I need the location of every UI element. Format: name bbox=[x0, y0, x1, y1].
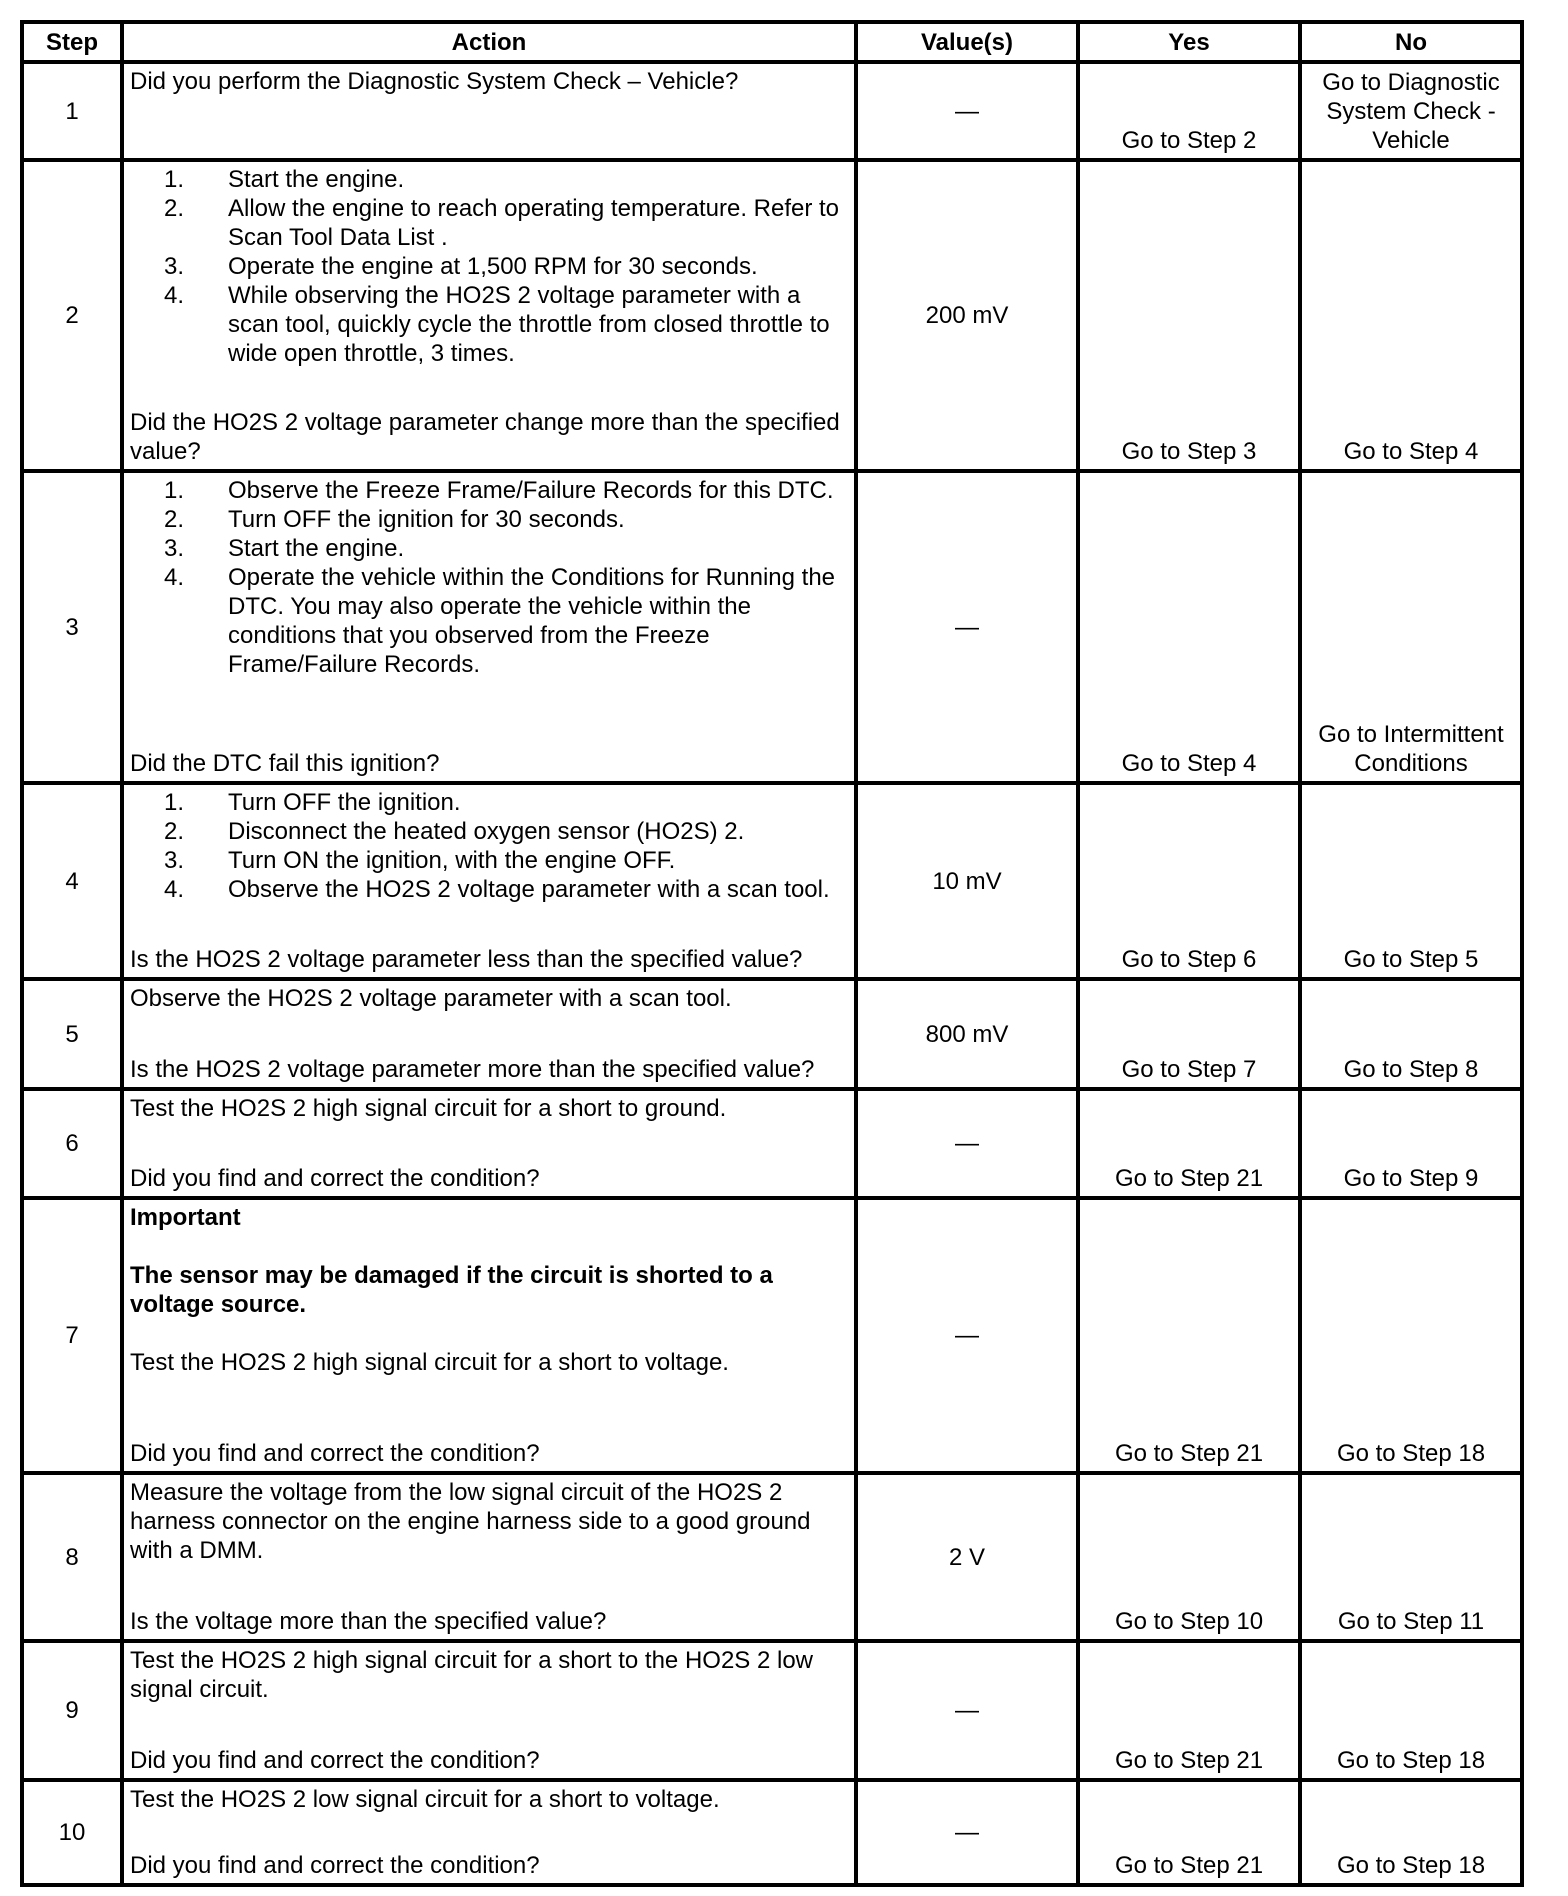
action-content bbox=[130, 1203, 850, 1468]
action-text: Test the HO2S 2 high signal circuit for a short to voltage. bbox=[130, 1349, 729, 1376]
yes-outcome: Go to Step 7 bbox=[1078, 979, 1300, 1089]
action-question: Is the HO2S 2 voltage parameter more than the specified value? bbox=[130, 1056, 815, 1083]
step-number: 1 bbox=[22, 62, 122, 160]
action-cell bbox=[122, 979, 856, 1089]
diagnostic-table bbox=[20, 20, 1524, 1887]
action-body bbox=[130, 476, 850, 679]
action-text: Observe the HO2S 2 voltage parameter with a scan tool. bbox=[130, 985, 732, 1012]
procedure-item-number: 3. bbox=[164, 847, 185, 874]
step-number: 3 bbox=[22, 471, 122, 783]
procedure-item-number: 1. bbox=[164, 166, 185, 193]
procedure-item-text: Turn OFF the ignition. bbox=[228, 789, 461, 816]
no-outcome: Go to Step 18 bbox=[1300, 1198, 1522, 1473]
action-cell bbox=[122, 1780, 856, 1885]
value-cell: — bbox=[856, 1089, 1078, 1198]
yes-outcome: Go to Step 21 bbox=[1078, 1089, 1300, 1198]
value-cell: — bbox=[856, 471, 1078, 783]
step-number: 5 bbox=[22, 979, 122, 1089]
header-yes: Yes bbox=[1078, 22, 1300, 62]
procedure-item-number: 4. bbox=[164, 876, 185, 903]
value-cell: 2 V bbox=[856, 1473, 1078, 1641]
procedure-item-text: Operate the engine at 1,500 RPM for 30 seconds. bbox=[228, 253, 758, 280]
action-text: Measure the voltage from the low signal circuit of the HO2S 2 harness connector on the engine harness side to a good ground with a DMM. bbox=[130, 1479, 811, 1564]
step-number: 10 bbox=[22, 1780, 122, 1885]
action-question: Did you find and correct the condition? bbox=[130, 1747, 540, 1774]
yes-outcome: Go to Step 2 bbox=[1078, 62, 1300, 160]
value-cell: — bbox=[856, 62, 1078, 160]
header-row bbox=[22, 22, 1522, 62]
no-outcome: Go to Step 8 bbox=[1300, 979, 1522, 1089]
action-body bbox=[130, 1094, 850, 1123]
table-row bbox=[22, 1780, 1522, 1885]
procedure-item bbox=[130, 194, 850, 252]
procedure-item-text: While observing the HO2S 2 voltage parameter with a scan tool, quickly cycle the throttle from closed throttle to wide open throttle, 3 times. bbox=[228, 282, 830, 367]
procedure-item-number: 3. bbox=[164, 253, 185, 280]
procedure-item-text: Observe the Freeze Frame/Failure Records for this DTC. bbox=[228, 477, 834, 504]
step-number: 9 bbox=[22, 1641, 122, 1780]
yes-outcome: Go to Step 21 bbox=[1078, 1198, 1300, 1473]
yes-outcome: Go to Step 21 bbox=[1078, 1780, 1300, 1885]
procedure-item-number: 4. bbox=[164, 564, 185, 591]
important-text: The sensor may be damaged if the circuit is shorted to a voltage source. bbox=[130, 1262, 773, 1318]
value-cell: 200 mV bbox=[856, 160, 1078, 471]
procedure-item-number: 3. bbox=[164, 535, 185, 562]
yes-outcome: Go to Step 4 bbox=[1078, 471, 1300, 783]
action-body bbox=[130, 984, 850, 1013]
no-outcome: Go to Step 4 bbox=[1300, 160, 1522, 471]
header-value: Value(s) bbox=[856, 22, 1078, 62]
action-body bbox=[130, 788, 850, 904]
action-body bbox=[130, 1478, 850, 1565]
procedure-item-number: 1. bbox=[164, 789, 185, 816]
action-content bbox=[130, 1094, 850, 1193]
header-no: No bbox=[1300, 22, 1522, 62]
action-body bbox=[130, 165, 850, 368]
action-body bbox=[130, 1785, 850, 1814]
procedure-item bbox=[130, 505, 850, 534]
procedure-item-number: 2. bbox=[164, 506, 185, 533]
action-cell bbox=[122, 1641, 856, 1780]
procedure-item bbox=[130, 846, 850, 875]
no-outcome: Go to Diagnostic System Check - Vehicle bbox=[1300, 62, 1522, 160]
procedure-item-text: Start the engine. bbox=[228, 166, 405, 193]
table-row bbox=[22, 1198, 1522, 1473]
no-outcome: Go to Step 5 bbox=[1300, 783, 1522, 979]
table-row bbox=[22, 979, 1522, 1089]
action-content bbox=[130, 67, 850, 155]
action-content bbox=[130, 788, 850, 974]
table-row bbox=[22, 62, 1522, 160]
procedure-item-text: Operate the vehicle within the Conditions for Running the DTC. You may also operate the vehicle within the conditions that you observed from the Freeze Frame/Failure Records. bbox=[228, 564, 836, 678]
action-cell bbox=[122, 1089, 856, 1198]
action-text: Test the HO2S 2 high signal circuit for a short to the HO2S 2 low signal circuit. bbox=[130, 1647, 813, 1703]
table-row bbox=[22, 1473, 1522, 1641]
action-question: Is the voltage more than the specified value? bbox=[130, 1608, 607, 1635]
action-content bbox=[130, 1478, 850, 1636]
no-outcome: Go to Step 18 bbox=[1300, 1780, 1522, 1885]
action-cell bbox=[122, 1198, 856, 1473]
value-cell: 10 mV bbox=[856, 783, 1078, 979]
action-question: Is the HO2S 2 voltage parameter less than the specified value? bbox=[130, 946, 803, 973]
header-action: Action bbox=[122, 22, 856, 62]
action-question: Did you find and correct the condition? bbox=[130, 1440, 540, 1467]
action-content bbox=[130, 476, 850, 778]
action-text: Did you perform the Diagnostic System Check – Vehicle? bbox=[130, 68, 739, 95]
procedure-item-number: 2. bbox=[164, 818, 185, 845]
table-row bbox=[22, 1089, 1522, 1198]
table-row bbox=[22, 783, 1522, 979]
step-number: 4 bbox=[22, 783, 122, 979]
procedure-item bbox=[130, 817, 850, 846]
table-row bbox=[22, 471, 1522, 783]
procedure-item-text: Start the engine. bbox=[228, 535, 405, 562]
action-content bbox=[130, 165, 850, 466]
yes-outcome: Go to Step 6 bbox=[1078, 783, 1300, 979]
action-content bbox=[130, 984, 850, 1084]
action-cell bbox=[122, 1473, 856, 1641]
action-text: Test the HO2S 2 high signal circuit for a short to ground. bbox=[130, 1095, 727, 1122]
important-title: Important bbox=[130, 1204, 241, 1231]
action-content bbox=[130, 1785, 850, 1880]
procedure-item-text: Turn ON the ignition, with the engine OFF. bbox=[228, 847, 676, 874]
action-question: Did the DTC fail this ignition? bbox=[130, 750, 440, 777]
action-cell bbox=[122, 160, 856, 471]
step-number: 7 bbox=[22, 1198, 122, 1473]
no-outcome: Go to Step 9 bbox=[1300, 1089, 1522, 1198]
action-question: Did the HO2S 2 voltage parameter change more than the specified value? bbox=[130, 409, 840, 465]
value-cell: — bbox=[856, 1198, 1078, 1473]
procedure-list bbox=[130, 165, 850, 368]
procedure-list bbox=[130, 476, 850, 679]
procedure-item bbox=[130, 534, 850, 563]
action-content bbox=[130, 1646, 850, 1775]
action-body bbox=[130, 1203, 850, 1377]
value-cell: — bbox=[856, 1641, 1078, 1780]
procedure-item-text: Allow the engine to reach operating temperature. Refer to Scan Tool Data List . bbox=[228, 195, 840, 251]
no-outcome: Go to Intermittent Conditions bbox=[1300, 471, 1522, 783]
action-body bbox=[130, 67, 850, 96]
procedure-item-text: Observe the HO2S 2 voltage parameter with a scan tool. bbox=[228, 876, 830, 903]
procedure-list bbox=[130, 788, 850, 904]
action-cell bbox=[122, 62, 856, 160]
procedure-item bbox=[130, 875, 850, 904]
procedure-item bbox=[130, 563, 850, 679]
action-body bbox=[130, 1646, 850, 1704]
procedure-item-number: 2. bbox=[164, 195, 185, 222]
step-number: 6 bbox=[22, 1089, 122, 1198]
step-number: 8 bbox=[22, 1473, 122, 1641]
procedure-item-text: Disconnect the heated oxygen sensor (HO2S) 2. bbox=[228, 818, 745, 845]
procedure-item bbox=[130, 281, 850, 368]
no-outcome: Go to Step 11 bbox=[1300, 1473, 1522, 1641]
procedure-item-number: 4. bbox=[164, 282, 185, 309]
value-cell: 800 mV bbox=[856, 979, 1078, 1089]
procedure-item bbox=[130, 165, 850, 194]
action-cell bbox=[122, 471, 856, 783]
no-outcome: Go to Step 18 bbox=[1300, 1641, 1522, 1780]
table-row bbox=[22, 1641, 1522, 1780]
action-text: Test the HO2S 2 low signal circuit for a short to voltage. bbox=[130, 1786, 720, 1813]
action-cell bbox=[122, 783, 856, 979]
procedure-item-number: 1. bbox=[164, 477, 185, 504]
yes-outcome: Go to Step 3 bbox=[1078, 160, 1300, 471]
yes-outcome: Go to Step 21 bbox=[1078, 1641, 1300, 1780]
procedure-item bbox=[130, 788, 850, 817]
header-step: Step bbox=[22, 22, 122, 62]
table-row bbox=[22, 160, 1522, 471]
action-question: Did you find and correct the condition? bbox=[130, 1165, 540, 1192]
procedure-item-text: Turn OFF the ignition for 30 seconds. bbox=[228, 506, 625, 533]
action-question: Did you find and correct the condition? bbox=[130, 1852, 540, 1879]
step-number: 2 bbox=[22, 160, 122, 471]
value-cell: — bbox=[856, 1780, 1078, 1885]
procedure-item bbox=[130, 252, 850, 281]
yes-outcome: Go to Step 10 bbox=[1078, 1473, 1300, 1641]
procedure-item bbox=[130, 476, 850, 505]
